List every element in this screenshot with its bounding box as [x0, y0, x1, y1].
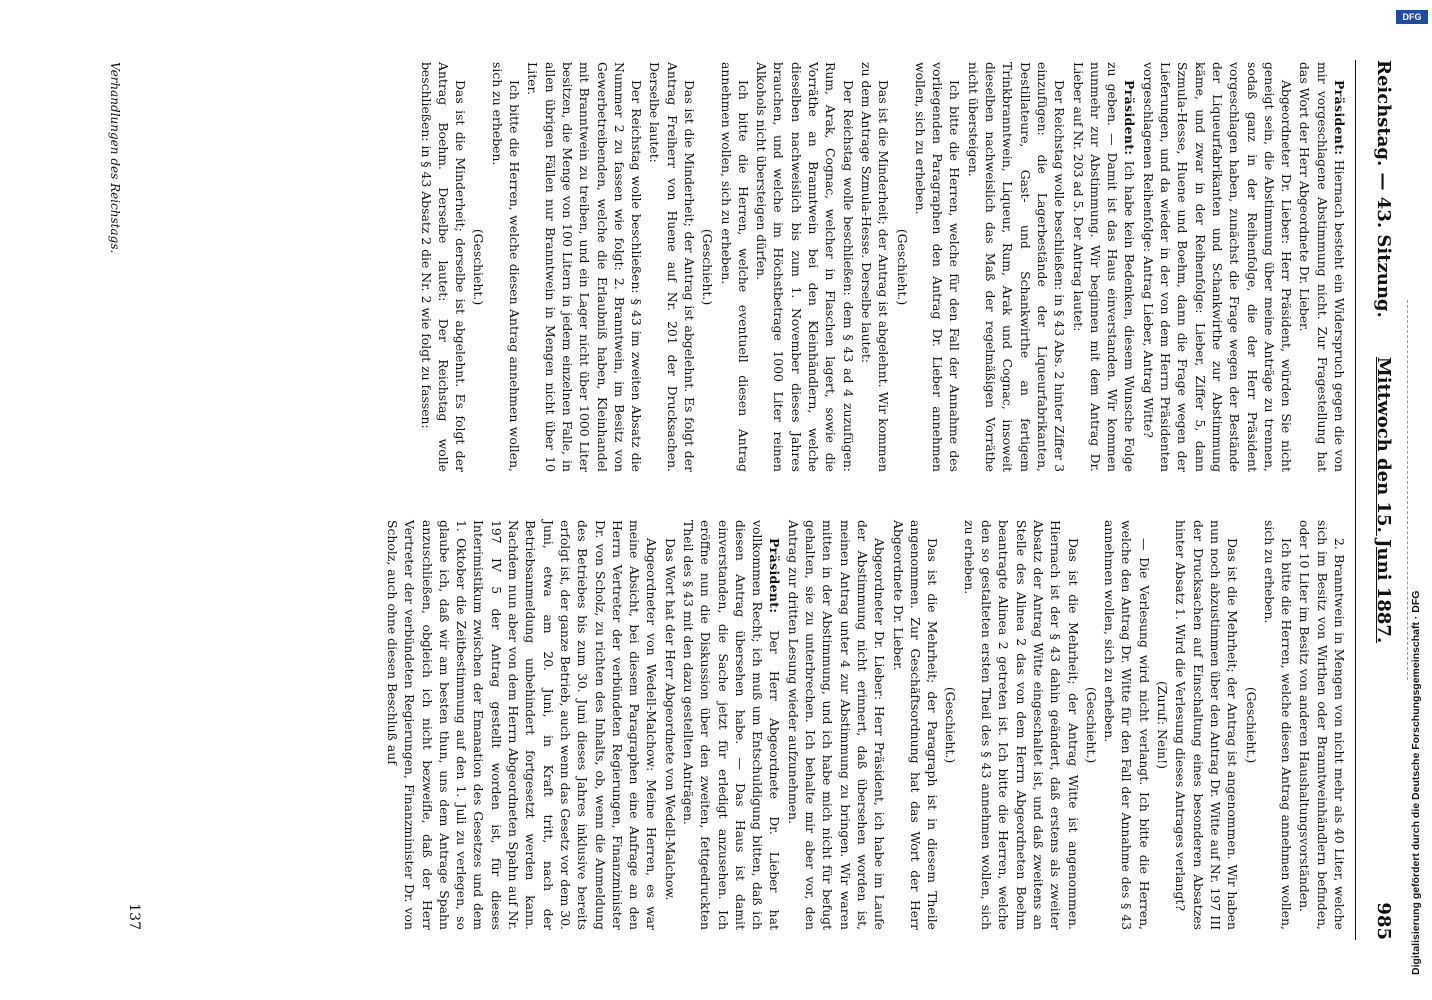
- paragraph: [524, 62, 645, 472]
- dfg-credit: Digitalisierung gefördert durch die Deutsche Forschungsgemeinschaft · DFG: [1410, 590, 1422, 975]
- paragraph: [1261, 520, 1296, 930]
- paragraph: [646, 62, 698, 472]
- paragraph: [1296, 62, 1348, 472]
- footer-left: Verhandlungen des Reichstags.: [108, 62, 122, 254]
- paragraph: [661, 520, 678, 930]
- header-date: Mittwoch den 15. Juni 1887.: [1373, 356, 1394, 644]
- paragraph: [1139, 62, 1295, 472]
- stage-direction: (Geschieht.): [1243, 686, 1259, 764]
- paragraph: [384, 520, 661, 930]
- paragraph: [858, 62, 893, 472]
- speaker-label: Präsident:: [1122, 80, 1138, 156]
- paragraph-text: — Die Verlesung wird nicht verlangt. Ich bitte die Herren, welche den Antrag Dr. Witte für den Fall der Annahme des § 43 annehmen wollen, sich zu erheben.: [1102, 520, 1152, 930]
- paragraph-text: Der Reichstag wolle beschließen: § 43 im zweiten Absatz die Nummer 2 zu fassen wie folgt: 2. Branntwein, im Besitz von Gewerbetreibenden, welche die Erlaubniß haben, Kleinhandel mit Branntwein zu treiben, und ein Lager nicht über 1000 Liter besitzen, die Menge von 100 Litern in jedem einzelnen Falle, in allen übrigen Fällen nur Branntwein in Mengen nicht über 10 Liter.: [525, 62, 645, 472]
- speaker-label: Präsident:: [1332, 80, 1347, 156]
- paragraph: [1101, 520, 1153, 930]
- dfg-strip: [1392, 0, 1432, 1000]
- stage-direction: (Geschieht.): [1083, 686, 1099, 764]
- paragraph-text: Ich bitte die Herren, welche diesen Antrag annehmen wollen, sich zu erheben.: [1261, 520, 1295, 930]
- paragraph: [488, 62, 523, 472]
- paragraph-text: Das ist die Minderheit; der Antrag ist abgelehnt. Wir kommen zu dem Antrage Szmula-Hesse. Derselbe lautet:: [858, 62, 892, 472]
- paragraph-text: Ich bitte die Herren, welche eventuell diesen Antrag annehmen wollen, sich zu erheben.: [718, 62, 751, 472]
- dfg-logo-icon: DFG: [1396, 10, 1428, 24]
- paragraph-text: Hiernach besteht ein Widerspruch gegen die von mir vorgeschlagene Abstimmung nicht. Zur Fragestellung hat das Wort der Herr Abgeordnete Dr. Lieber.: [1297, 62, 1347, 472]
- stage-direction: (Geschieht.): [943, 686, 959, 764]
- paragraph: [889, 520, 941, 930]
- left-column: [416, 62, 1348, 472]
- paragraph: [1172, 520, 1241, 930]
- stage-direction: (Geschieht.): [471, 228, 487, 306]
- paragraph: [964, 62, 1068, 472]
- paragraph-text: Ich bitte die Herren, welche für den Fall der Annahme des vorliegenden Paragraphen den Antrag Dr. Lieber annehmen wollen, sich zu erheben.: [912, 62, 963, 472]
- running-header: [1362, 60, 1394, 940]
- paragraph-text: Der Herr Abgeordnete Dr. Lieber hat vollkommen Recht; ich muß um Entschuldigung bitten, daß ich diesen Antrag übersehen habe. — Das Haus ist damit einverstanden, die Sache jetzt für erledigt anzusehen. Ich eröffne nun die Diskussion über den zweiten, fettgedruckten Theil des § 43 mit den dazu gestellten Anträgen.: [681, 520, 783, 930]
- paragraph-text: Der Reichstag wolle beschließen: dem § 43 ad 4 zuzufügen: Rum, Arak, Cognac, welcher in Flaschen lagert, sowie die Vorräthe an Branntwein bei den Kleinhändlern, welche dieselben nachweislich bis zum 1. November dieses Jahres brauchen, und welche im Höchstbetrage 1000 Liter reinen Alkohols nicht übersteigen dürfen.: [754, 62, 856, 472]
- paragraph: [1296, 520, 1348, 930]
- paragraph: [1069, 62, 1138, 472]
- paragraph: [960, 520, 1081, 930]
- paragraph-text: Das ist die Mehrheit; der Antrag Witte ist angenommen. Hiernach ist der § 43 dahin geändert, daß erstens als zweiter Absatz der Antrag Witte eingeschaltet ist, und daß zweitens an Stelle des Alinea 2 das von dem Herrn Abgeordneten Boehm beantragte Alinea 2 getreten ist. Ich bitte die Herren, welche den so gestalteten ersten Theil des § 43 annehmen wollen, sich zu erheben.: [961, 520, 1081, 930]
- paragraph-text: Abgeordneter Dr. Lieber: Herr Präsident, würden Sie nicht geneigt sein, die Abstimmung über meine Anträge zu trennen, sodaß ganz in der Reihenfolge, die der Herr Präsident vorgeschlagen haben, zunächst die Frage wegen der Bestände der Liqueurfabrikanten und Schankwirthe zur Abstimmung käme, und zwar in der Reihenfolge: Lieber, Ziffer 5, dann Szmula-Hesse, Huene und Boehm, dann die Frage wegen der Lieferungen, und da wieder in der von dem Herrn Präsidenten vorgeschlagenen Reihenfolge: Antrag Lieber, Antrag Witte?: [1140, 62, 1295, 472]
- paragraph-text: Das ist die Minderheit; derselbe ist abgelehnt. Es folgt der Antrag Boehm. Derselbe lautet: Der Reichstag wolle beschließen: in § 43 Absatz 2 die Nr. 2 wie folgt zu fassen:: [418, 62, 469, 472]
- right-column: [383, 520, 1348, 930]
- paragraph-text: Abgeordneter von Wedell-Malchow: Meine Herren, es war meine Absicht, bei diesem Paragraphen eine Anfrage an den Herrn Vertreter der verbündeten Regierungen, Finanzminister Dr. von Scholz, zu richten des Inhalts, ob, wenn die Anmeldung des Betriebes bis zum 30. Juni dieses Jahres inklusive bereits erfolgt ist, der ganze Betrieb, auch wenn das Gesetz vor dem 30. Juni, etwa am 20. Juni, in Kraft tritt, nach der Betriebsanmeldung unbehindert fortgesetzt werden kann. Nachdem nun aber von dem Herrn Abgeordneten Spahn auf Nr. 197 IV 5 der Antrag gestellt worden ist, für dieses Interimistikum zwischen der Emanation des Gesetzes und dem 1. Oktober die Zeitbestimmung auf den 1. Juli zu verlegen, so glaube ich, daß wir am besten thun, uns dem Antrage Spahn anzuschließen, obgleich ich nicht bezweifle, daß der Herr Vertreter der verbündeten Regierungen, Finanzminister Dr. von Scholz, auch ohne diesen Beschluß auf: [384, 520, 660, 930]
- paragraph-text: Ich habe kein Bedenken, diesem Wunsche Folge zu geben. — Damit ist das Haus einverstanden. Wir kommen nunmehr zur Abstimmung. Wir beginnen mit dem Antrag Dr. Lieber auf Nr. 203 ad 5. Der Antrag lautet:: [1070, 62, 1138, 472]
- stage-direction: (Geschieht.): [894, 228, 910, 306]
- header-left: Reichstag. — 43. Sitzung.: [1373, 60, 1394, 318]
- paragraph: [785, 520, 889, 930]
- paragraph-text: Ich bitte die Herren, welche diesen Antrag annehmen wollen, sich zu erheben.: [489, 62, 523, 472]
- paragraph-text: Das Wort hat der Herr Abgeordnete von Wedell-Malchow.: [662, 538, 678, 901]
- paragraph-text: Abgeordneter Dr. Lieber: Herr Präsident, ich habe im Laufe der Abstimmung nicht erinnert, daß übersehen worden ist, meinen Antrag unter 4 zur Abstimmung zu bringen. Wir waren mitten in der Abstimmung, und ich habe mich nicht für befugt gehalten, sie zu unterbrechen. Ich behalte mir aber vor, den Antrag zur dritten Lesung wieder aufzunehmen.: [785, 520, 888, 930]
- header-divider: [1355, 60, 1356, 940]
- stage-direction: (Zuruf: Nein!): [1155, 681, 1171, 769]
- paragraph-text: Das ist die Minderheit; der Antrag ist abgelehnt. Es folgt der Antrag Freiherr von Huene auf Nr. 201 der Drucksachen. Derselbe lautet:: [647, 62, 698, 472]
- paragraph: [717, 62, 752, 472]
- paragraph: [912, 62, 964, 472]
- stage-direction: (Geschieht.): [700, 228, 716, 306]
- paragraph-text: Der Reichstag wolle beschließen: in § 43 Abs. 2 hinter Ziffer 3 einzufügen: die Lagerbestände der Liqueurfabrikanten, Destillateure, Gast- und Schankwirthe an fertigem Trinkbranntwein, Liqueur, Rum, Arak und Cognac, insoweit dieselben nachweislich das Maß der regelmäßigen Vorräthe nicht übersteigen.: [965, 62, 1068, 472]
- paragraph: [680, 520, 784, 930]
- paragraph-text: Das ist die Mehrheit; der Antrag ist angenommen. Wir haben nun noch abzustimmen über den Antrag Dr. Witte auf Nr. 197 III der Drucksachen auf Einschaltung eines besonderen Absatzes hinter Absatz 1. Wird die Verlesung dieses Antrages verlangt?: [1173, 520, 1241, 930]
- paragraph-text: 2. Branntwein in Mengen von nicht mehr als 40 Liter, welche sich im Besitz von Wirthen oder Branntweinhändlern befinden, oder 10 Liter im Besitz von anderen Haushaltungsvorständen.: [1297, 520, 1347, 930]
- paragraph-text: Das ist die Mehrheit; der Paragraph ist in diesem Theile angenommen. Zur Geschäftsordnung hat das Wort der Herr Abgeordnete Dr. Lieber.: [890, 520, 941, 930]
- paragraph: [753, 62, 857, 472]
- paragraph: [417, 62, 469, 472]
- footer-signature: 137: [126, 903, 142, 930]
- speaker-label: Präsident:: [767, 538, 783, 614]
- page-number: 985: [1373, 902, 1394, 940]
